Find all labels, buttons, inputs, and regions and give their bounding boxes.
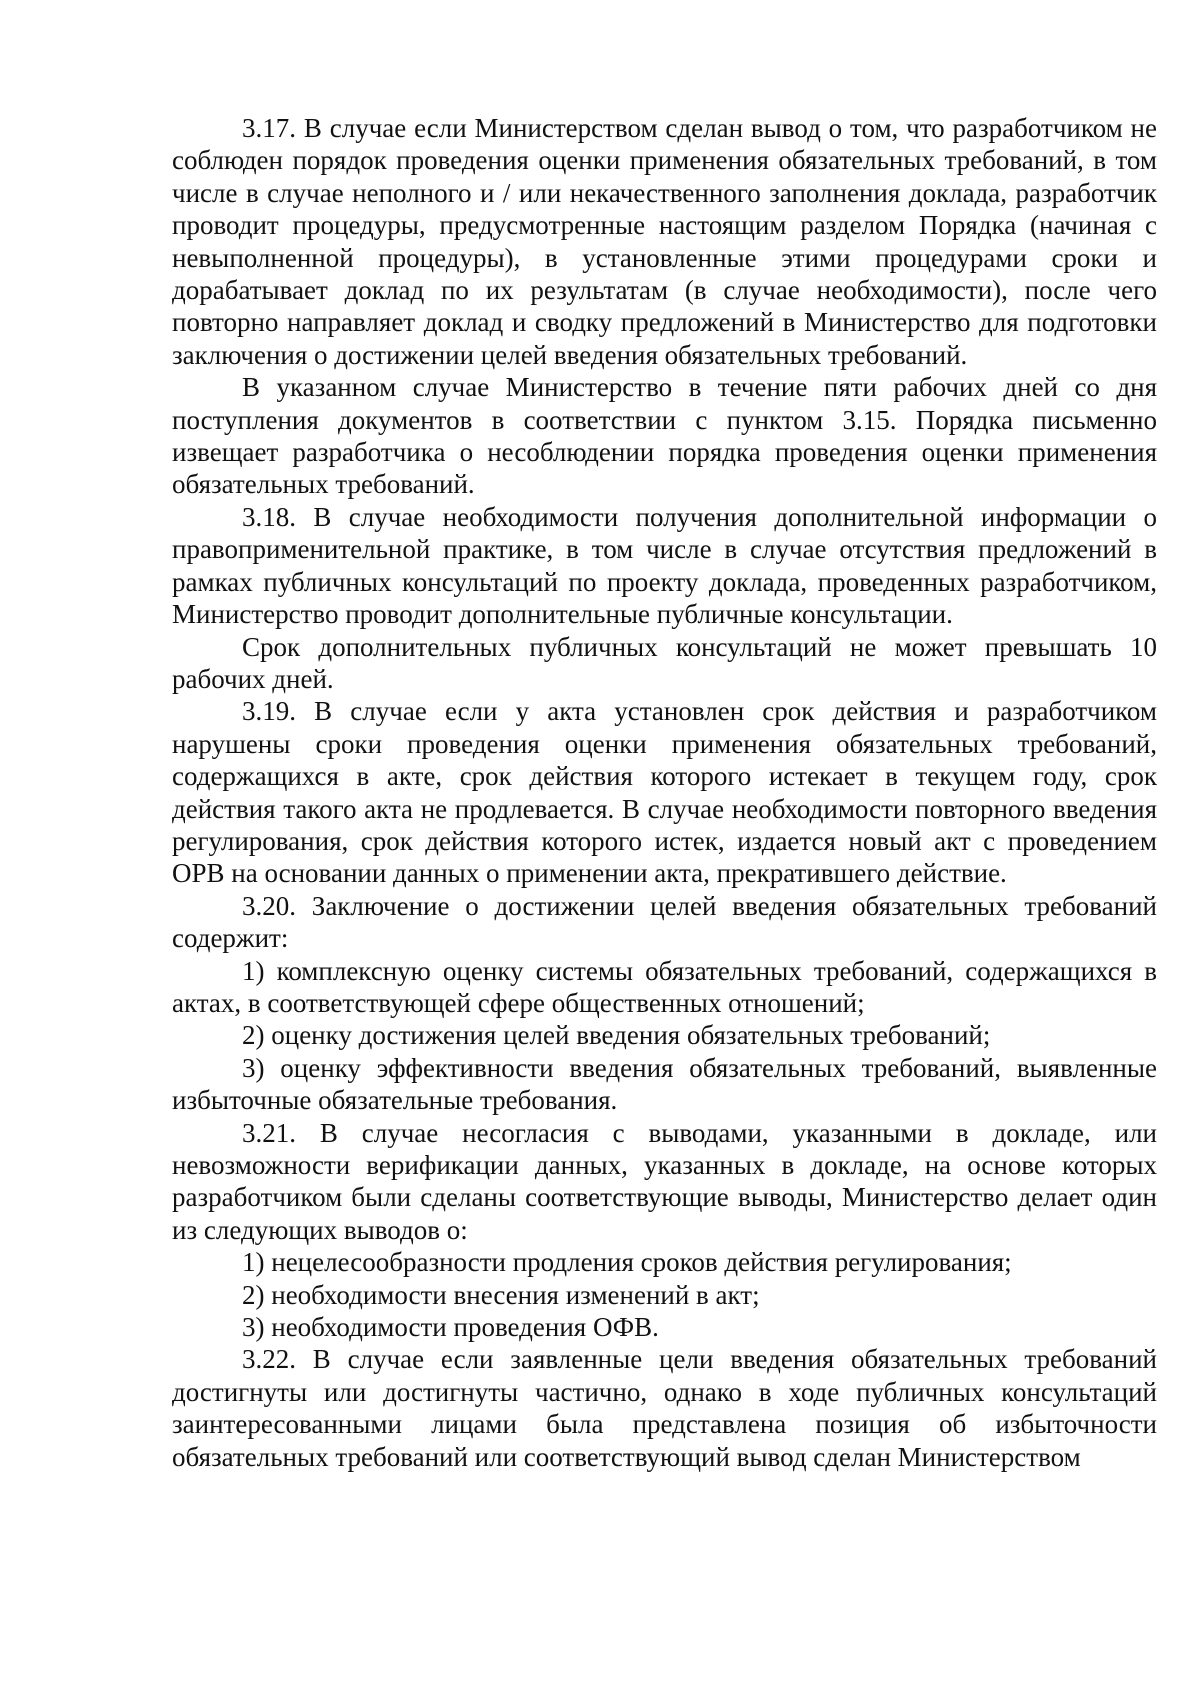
paragraph-3-22: 3.22. В случае если заявленные цели введения обязательных требований достигнуты или достигнуты частично, однако в ходе публичных консультаций заинтересованными лицами была представлена позиция об избыточности обязательных требований или соответствующий вывод сделан Министерством [172,1344,1157,1472]
list-item-3-21-3: 3) необходимости проведения ОФВ. [242,1312,659,1343]
paragraph-3-20: 3.20. Заключение о достижении целей введения обязательных требований содержит: [172,890,1157,954]
list-item-3-21-1: 1) нецелесообразности продления сроков действия регулирования; [242,1247,1012,1278]
paragraph-3-17-notice: В указанном случае Министерство в течение пяти рабочих дней со дня поступления документов в соответствии с пунктом 3.15. Порядка письменно извещает разработчика о несоблюдении порядка проведения оценки применения обязательных требований. [172,372,1157,500]
list-item-3-20-1: 1) комплексную оценку системы обязательных требований, содержащихся в актах, в соответствующей сфере общественных отношений; [172,955,1157,1018]
paragraph-3-19: 3.19. В случае если у акта установлен срок действия и разработчиком нарушены сроки проведения оценки применения обязательных требований, содержащихся в акте, срок действия которого истекает в текущем году, срок действия такого акта не продлевается. В случае необходимости повторного введения регулирования, срок действия которого истек, издается новый акт с проведением ОРВ на основании данных о применении акта, прекратившего действие. [172,696,1157,889]
paragraph-3-18-term: Срок дополнительных публичных консультаций не может превышать 10 рабочих дней. [172,631,1157,694]
list-item-3-20-3: 3) оценку эффективности введения обязательных требований, выявленные избыточные обязательные требования. [172,1052,1157,1116]
list-item-3-21-2: 2) необходимости внесения изменений в акт; [242,1279,760,1310]
paragraph-3-17: 3.17. В случае если Министерством сделан вывод о том, что разработчиком не соблюден порядок проведения оценки применения обязательных требований, в том числе в случае неполного и / или некачественного заполнения доклада, разработчик проводит процедуры, предусмотренные настоящим разделом Порядка (начиная с невыполненной процедуры), в установленные этими процедурами сроки и дорабатывает доклад по их результатам (в случае необходимости), после чего повторно направляет доклад и сводку предложений в Министерство для подготовки заключения о достижении целей введения обязательных требований. [172,113,1157,370]
paragraph-3-21: 3.21. В случае несогласия с выводами, указанными в докладе, или невозможности верификации данных, указанных в докладе, на основе которых разработчиком были сделаны соответствующие выводы, Министерство делает один из следующих выводов о: [172,1117,1157,1245]
paragraph-3-18: 3.18. В случае необходимости получения дополнительной информации о правоприменительной практике, в том числе в случае отсутствия предложений в рамках публичных консультаций по проекту доклада, проведенных разработчиком, Министерство проводит дополнительные публичные консультации. [172,501,1157,630]
list-item-3-20-2: 2) оценку достижения целей введения обязательных требований; [242,1020,991,1051]
document-page [172,112,1157,1473]
